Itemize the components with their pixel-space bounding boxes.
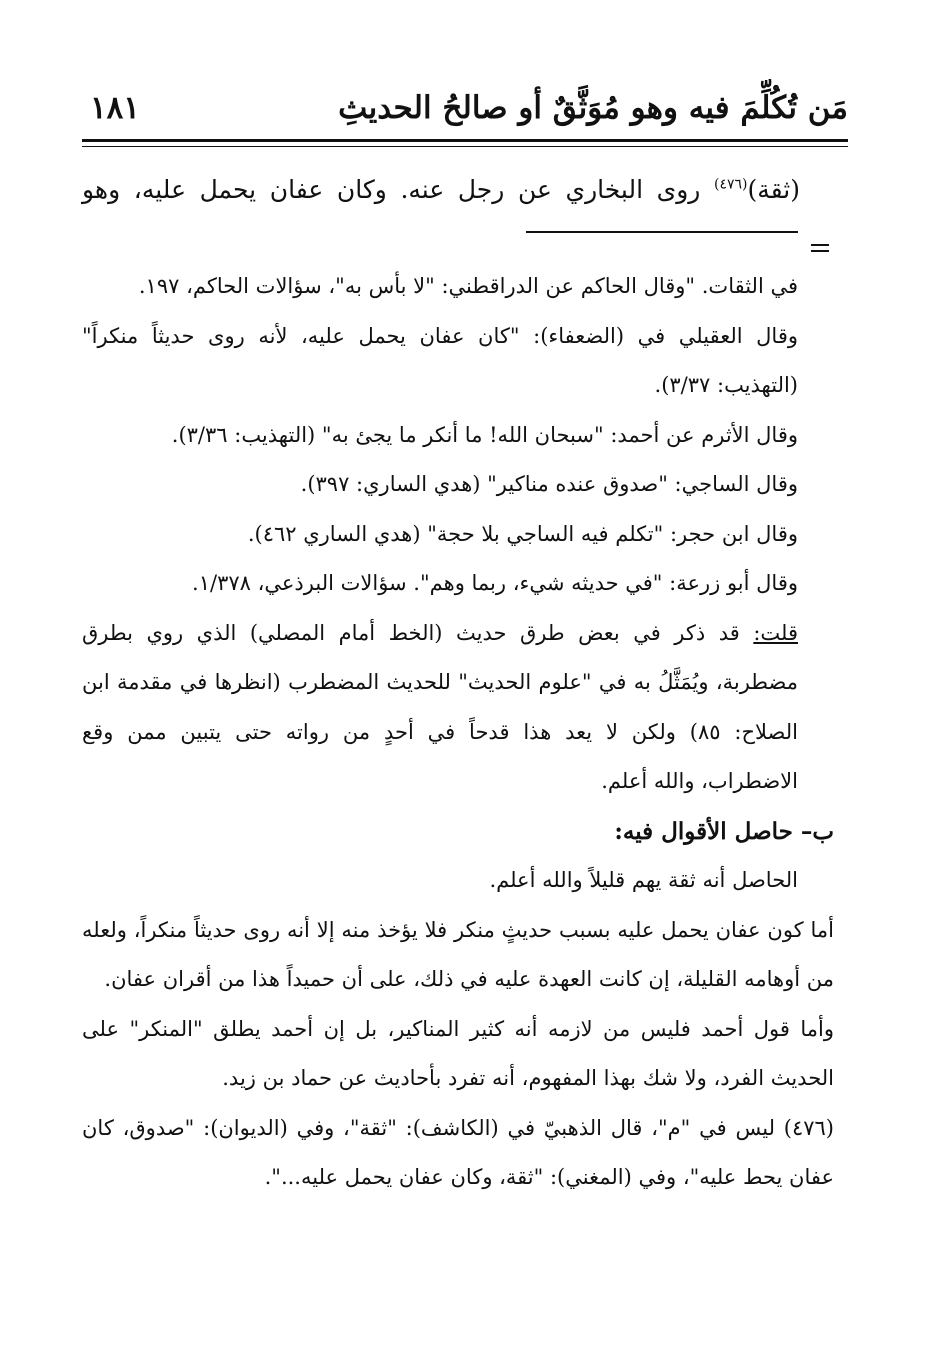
running-title: مَن تُكُلِّمَ فيه وهو مُوَثَّقٌ أو صالحُ الحديثِ xyxy=(338,90,848,126)
page-number: ١٨١ xyxy=(90,90,140,126)
subheading-summary: ب– حاصل الأقوال فيه: xyxy=(614,817,834,845)
main-text xyxy=(82,164,800,216)
note-amma-affan: أما كون عفان يحمل عليه بسبب حديثٍ منكر فلا يؤخذ منه إلا أنه روى حديثاً منكراً، ولعله من أوهامه القليلة، إن كانت العهدة عليه في ذلك، على أن حميداً هذا من أقران عفان. xyxy=(82,917,834,991)
footnote-continuation xyxy=(82,262,834,1203)
note-uqayli: وقال العقيلي في (الضعفاء): "كان عفان يحمل عليه، لأنه روى حديثاً منكراً" (التهذيب: ٣/٣٧). xyxy=(82,323,798,397)
note-abu-zura: وقال أبو زرعة: "في حديثه شيء، ربما وهم". سؤالات البرذعي، ١/٣٧٨. xyxy=(192,571,798,595)
footnote-476: (٤٧٦) ليس في "م"، قال الذهبيّ في (الكاشف): "ثقة"، وفي (الديوان): "صدوق، كان عفان يحط عليه"، وفي (المغني): "ثقة، وكان عفان يحمل عليه...". xyxy=(82,1115,834,1189)
note-hasil: الحاصل أنه ثقة يهم قليلاً والله أعلم. xyxy=(489,868,798,892)
note-ibn-hajar: وقال ابن حجر: "تكلم فيه الساجي بلا حجة" (هدي الساري ٤٦٢). xyxy=(247,521,798,546)
qultu-text: قد ذكر في بعض طرق حديث (الخط أمام المصلي) الذي روي بطرق مضطربة، ويُمَثَّلُ به في "علوم الحديث" للحديث المضطرب (انظرها في مقدمة ابن الصلاح: ٨٥) ولكن لا يعد هذا قدحاً في أحدٍ من رواته حتى يتبين ممن وقع الاضطراب، والله أعلم. xyxy=(82,620,798,793)
header-rule-thick xyxy=(82,139,848,142)
note-line-thiqat: في الثقات. "وقال الحاكم عن الدراقطني: "لا بأس به"، سؤالات الحاكم، ١٩٧. xyxy=(138,274,798,298)
page-header xyxy=(82,84,848,132)
main-text-rest: روى البخاري عن رجل عنه. وكان عفان يحمل عليه، وهو xyxy=(82,175,714,204)
main-text-start: (ثقة) xyxy=(747,175,800,204)
note-qultu xyxy=(82,609,834,807)
note-athram: وقال الأثرم عن أحمد: "سبحان الله! ما أنكر ما يجئ به" (التهذيب: ٣/٣٦). xyxy=(171,422,798,447)
qultu-label: قلت: xyxy=(753,620,798,645)
footnote-reference: (٤٧٦) xyxy=(713,176,748,193)
note-amma-ahmad: وأما قول أحمد فليس من لازمه أنه كثير المناكير، بل إن أحمد يطلق "المنكر" على الحديث الفرد، ولا شك بهذا المفهوم، أنه تفرد بأحاديث عن حماد بن زيد. xyxy=(82,1016,834,1090)
note-saji: وقال الساجي: "صدوق عنده مناكير" (هدي الساري: ٣٩٧). xyxy=(300,472,798,496)
footnote-separator xyxy=(526,231,798,233)
header-rule-thin xyxy=(82,146,848,147)
continuation-mark xyxy=(811,244,829,256)
